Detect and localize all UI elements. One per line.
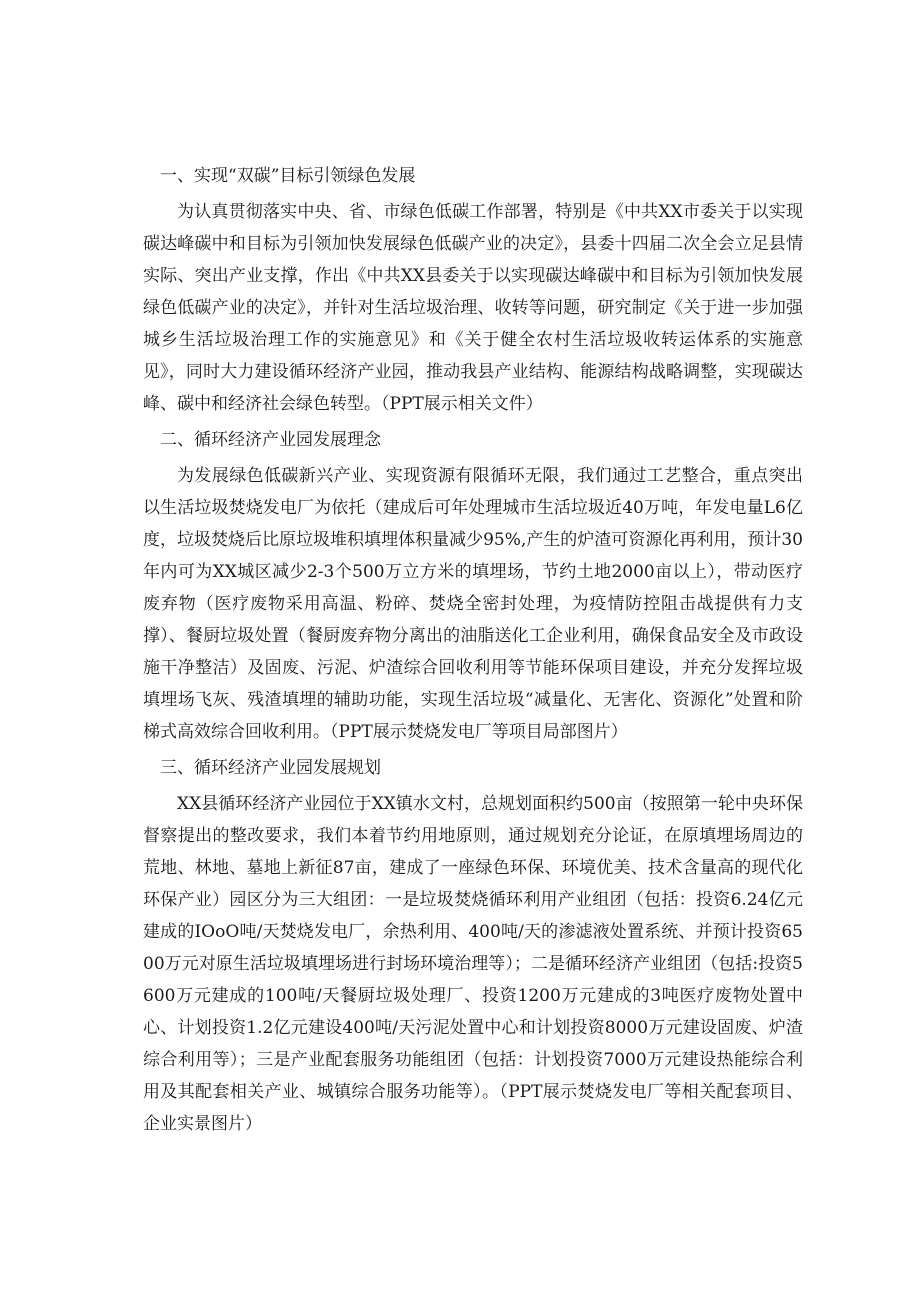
section-2-heading: 二、循环经济产业园发展理念 bbox=[160, 430, 381, 450]
section-1-body: 为认真贯彻落实中央、省、市绿色低碳工作部署，特别是《中共XX市委关于以实现碳达峰碳中和目标为引领加快发展绿色低碳产业的决定》，县委十四届二次全会立足县情实际、突出产业支撑，作出《中共XX县委关于以实现碳达峰碳中和目标为引领加快发展绿色低碳产业的决定》，并针对生活垃圾治理、收转等问题，研究制定《关于进一步加强城乡生活垃圾治理工作的实施意见》和《关于健全农村生活垃圾收转运体系的实施意见》，同时大力建设循环经济产业园，推动我县产业结构、能源结构战略调整，实现碳达峰、碳中和经济社会绿色转型。（PPT展示相关文件） bbox=[143, 202, 803, 414]
section-3-body: XX县循环经济产业园位于XX镇水文村，总规划面积约500亩（按照第一轮中央环保督察提出的整改要求，我们本着节约用地原则，通过规划充分论证，在原填埋场周边的荒地、林地、墓地上新征87亩，建成了一座绿色环保、环境优美、技术含量高的现代化环保产业）园区分为三大组团：一是垃圾焚烧循环利用产业组团（包括：投资6.24亿元建成的IOoO吨/天焚烧发电厂，余热利用、400吨/天的渗滤液处置系统、并预计投资6500万元对原生活垃圾填埋场进行封场环境治理等）；二是循环经济产业组团（包括:投资5600万元建成的100吨/天餐厨垃圾处理厂、投资1200万元建成的3吨医疗废物处置中心、计划投资1.2亿元建设400吨/天污泥处置中心和计划投资8000万元建设固废、炉渣综合利用等）；三是产业配套服务功能组团（包括：计划投资7000万元建设热能综合利用及其配套相关产业、城镇综合服务功能等）。（PPT展示焚烧发电厂等相关配套项目、企业实景图片） bbox=[143, 794, 803, 1134]
section-3-heading: 三、循环经济产业园发展规划 bbox=[160, 758, 381, 778]
section-1-heading: 一、实现“双碳”目标引领绿色发展 bbox=[160, 166, 416, 186]
document-page bbox=[143, 160, 803, 1140]
section-2-body: 为发展绿色低碳新兴产业、实现资源有限循环无限，我们通过工艺整合，重点突出以生活垃圾焚烧发电厂为依托（建成后可年处理城市生活垃圾近40万吨，年发电量L6亿度，垃圾焚烧后比原垃圾堆积填埋体积量减少95%,产生的炉渣可资源化再利用，预计30年内可为XX城区减少2-3个500万立方米的填埋场，节约土地2000亩以上），带动医疗废弃物（医疗废物采用高温、粉碎、焚烧全密封处理，为疫情防控阻击战提供有力支撑）、餐厨垃圾处置（餐厨废弃物分离出的油脂送化工企业利用，确保食品安全及市政设施干净整洁）及固废、污泥、炉渣综合回收利用等节能环保项目建设，并充分发挥垃圾填埋场飞灰、残渣填埋的辅助功能，实现生活垃圾“减量化、无害化、资源化”处置和阶梯式高效综合回收利用。（PPT展示焚烧发电厂等项目局部图片） bbox=[143, 466, 803, 742]
